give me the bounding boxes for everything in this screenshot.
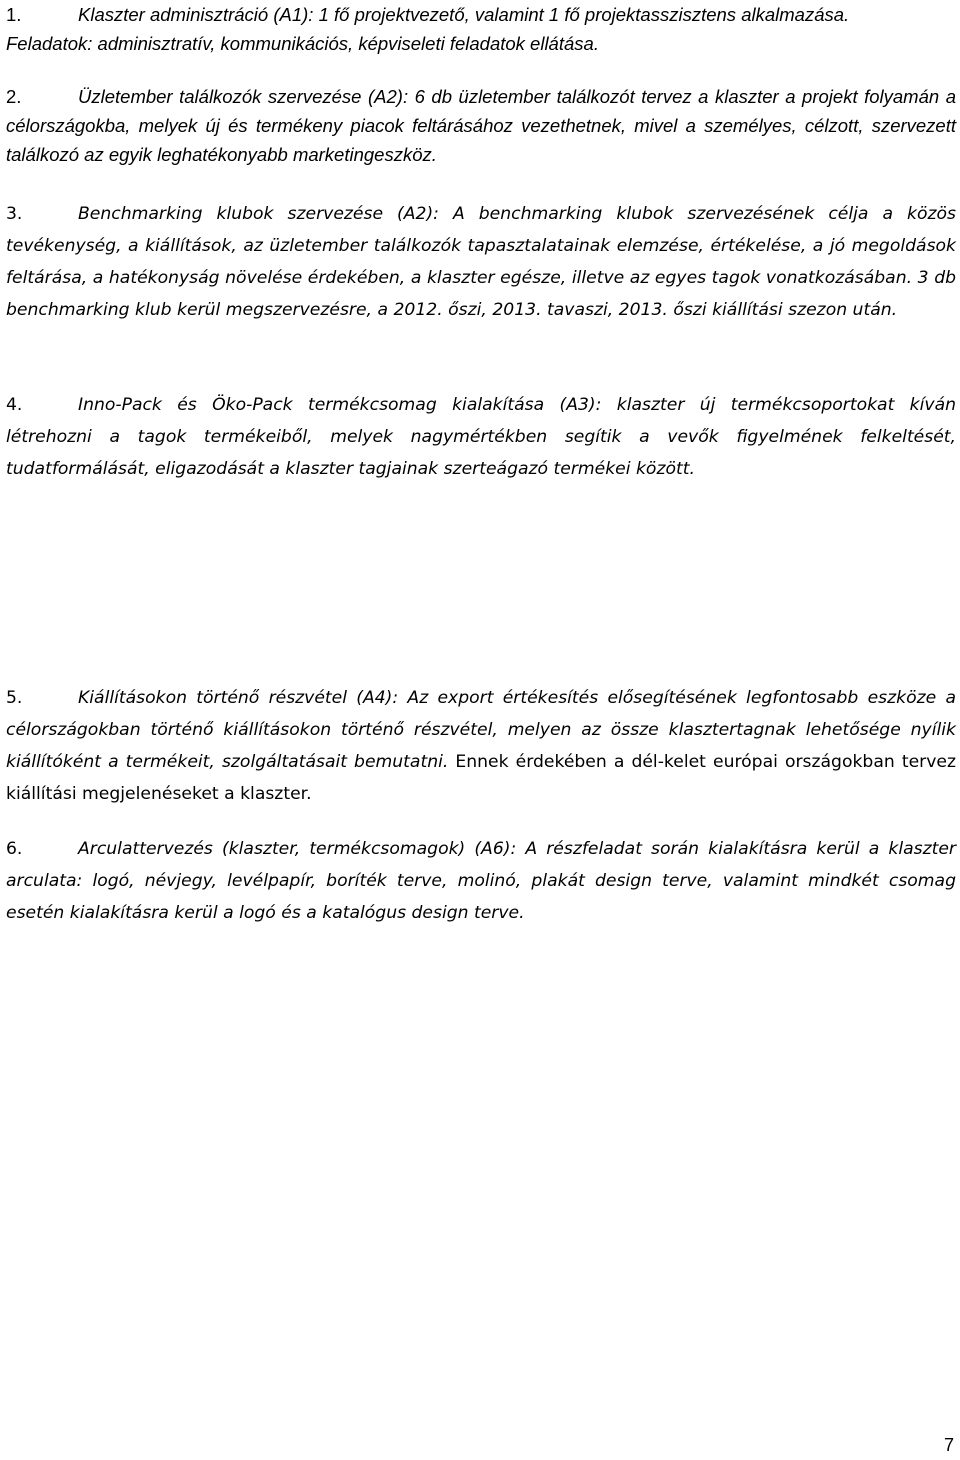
list-item-text: Kiállításokon történő részvétel (A4): Az export értékesítés elősegítésének legfontosabb eszköze a célországokban történő kiállításokon történő részvétel, melyen az össze klasztertagnak lehetősége nyílik kiállítóként a termékeit, szolgáltatásait bemutatni.: [6, 688, 956, 772]
list-number: 5.: [6, 688, 23, 708]
list-item-5: [6, 682, 956, 810]
list-item-text-normal: Ennek érdekében a dél-kelet európai országokban tervez kiállítási megjelenéseket a klaszter.: [6, 752, 956, 804]
list-number: 1.: [6, 4, 22, 25]
list-item-1-line1: [6, 0, 956, 29]
list-item-text: Benchmarking klubok szervezése (A2): A benchmarking klubok szervezésének célja a közös tevékenység, a kiállítások, az üzletember találkozók tapasztalatainak elemzése, értékelése, a jó megoldások feltárása, a hatékonyság növelése érdekében, a klaszter egésze, illetve az egyes tagok vonatkozásában.: [6, 204, 956, 288]
list-item-3: [6, 198, 956, 326]
list-item-6: [6, 833, 956, 929]
list-item-text: Üzletember találkozók szervezése (A2): 6 db üzletember találkozót tervez a klaszter a projekt folyamán a célországokba, melyek új és termékeny piacok feltárásához vezethetnek, mivel a személyes, célzott, szervezett találkozó az egyik leghatékonyabb marketingeszköz.: [6, 86, 956, 165]
list-item-text: Klaszter adminisztráció (A1): 1 fő projektvezető, valamint 1 fő projektasszisztens alkalmazása.: [78, 4, 850, 25]
list-item-text: Inno-Pack és Öko-Pack termékcsomag kialakítása (A3): klaszter új termékcsoportokat kíván létrehozni a tagok termékeiből, melyek nagymértékben segítik a vevők figyelmének felkeltését, tudatformálását, eligazodását a klaszter tagjainak szerteágazó termékei között.: [6, 395, 956, 479]
list-item-2: [6, 82, 956, 169]
list-item-4: [6, 389, 956, 485]
list-item-text-extra: 3 db benchmarking klub kerül megszervezésre, a 2012. őszi, 2013. tavaszi, 2013. őszi kiállítási szezon után.: [6, 268, 957, 320]
list-number: 2.: [6, 86, 22, 107]
list-item-1-line2: Feladatok: adminisztratív, kommunikációs, képviseleti feladatok ellátása.: [6, 33, 599, 54]
list-number: 3.: [6, 204, 23, 224]
list-number: 6.: [6, 839, 23, 859]
page-number: 7: [943, 1435, 954, 1455]
list-number: 4.: [6, 395, 23, 415]
list-item-text: Arculattervezés (klaszter, termékcsomagok) (A6): A részfeladat során kialakításra kerül a klaszter arculata: logó, névjegy, levélpapír, boríték terve, molinó, plakát design terve, valamint mindkét csomag esetén kialakításra kerül a logó és a katalógus design terve.: [6, 839, 956, 923]
list-item-1: [6, 0, 956, 58]
